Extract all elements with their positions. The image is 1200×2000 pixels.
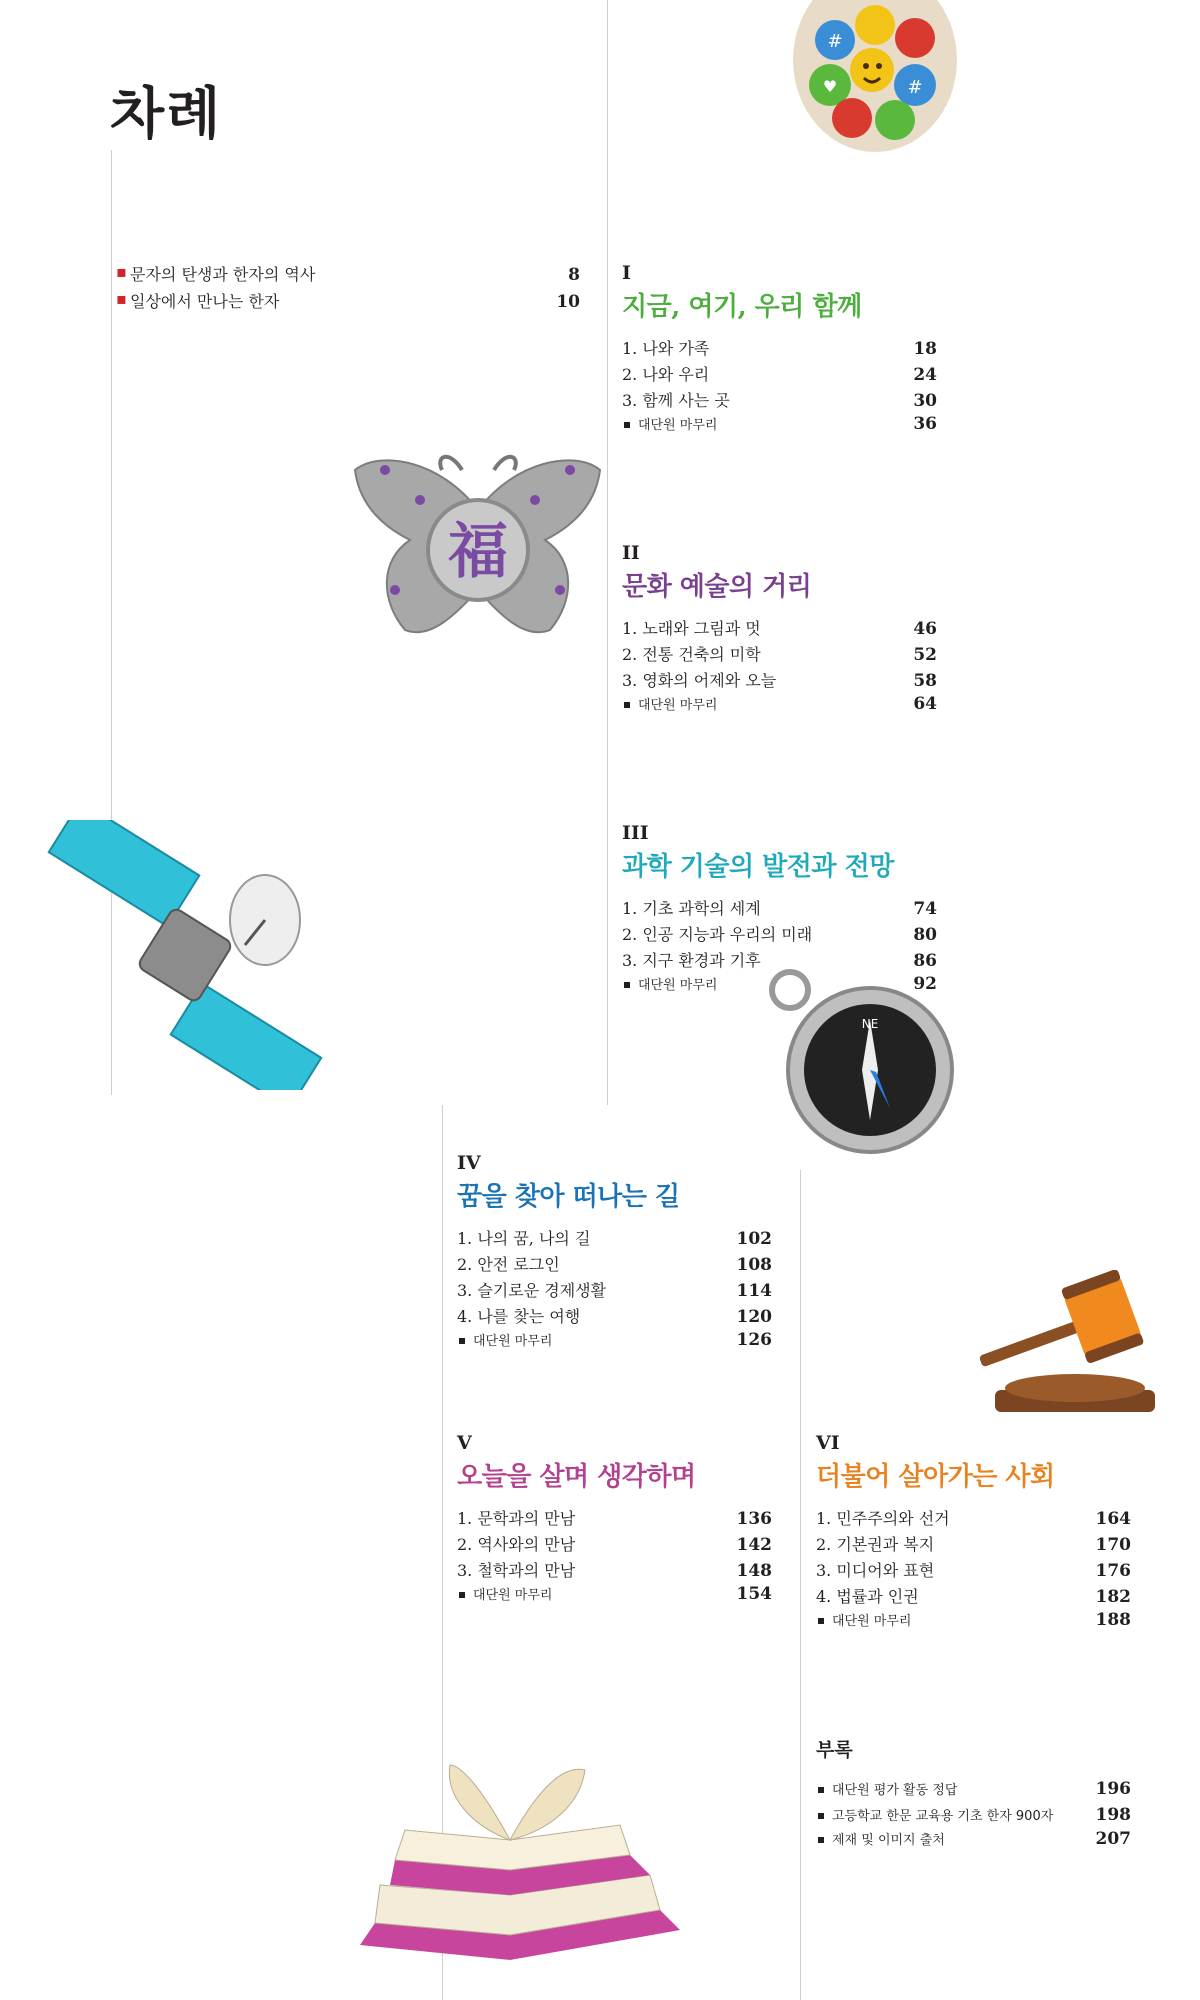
toc-item[interactable] [816, 1584, 1131, 1610]
toc-item[interactable] [622, 668, 937, 694]
appendix-item[interactable] [816, 1829, 1131, 1855]
toc-item[interactable] [457, 1252, 772, 1278]
appendix-item-page: 198 [1095, 1805, 1131, 1825]
square-bullet-icon [459, 1592, 465, 1598]
section-number: V [457, 1432, 472, 1454]
section-title[interactable]: 지금, 여기, 우리 함께 [622, 292, 862, 322]
svg-text:NE: NE [861, 1017, 879, 1031]
toc-item-page: 58 [913, 671, 937, 691]
toc-item-review[interactable] [457, 1330, 772, 1356]
section-number: III [622, 822, 649, 844]
toc-item-label: 대단원 마무리 [638, 978, 718, 993]
toc-item-page: 182 [1095, 1587, 1131, 1607]
toc-item-page: 36 [913, 414, 937, 434]
butterfly-ornament-icon [350, 440, 605, 670]
toc-item-page: 102 [736, 1229, 772, 1249]
square-bullet-icon [459, 1338, 465, 1344]
square-bullet-icon [818, 1813, 824, 1819]
page-title: 차례 [110, 81, 223, 147]
toc-item[interactable] [816, 1506, 1131, 1532]
square-bullet-icon [818, 1837, 824, 1843]
toc-item[interactable] [622, 388, 937, 414]
toc-item[interactable] [622, 642, 937, 668]
toc-item-label: 대단원 마무리 [473, 1588, 553, 1603]
appendix-item-page: 196 [1095, 1779, 1131, 1799]
section-title[interactable]: 문화 예술의 거리 [622, 572, 812, 602]
toc-item[interactable] [457, 1304, 772, 1330]
toc-item-page: 92 [913, 974, 937, 994]
appendix-item[interactable] [816, 1779, 1131, 1805]
toc-item-page: 114 [736, 1281, 772, 1301]
toc-item-page: 120 [736, 1307, 772, 1327]
section-title[interactable]: 오늘을 살며 생각하며 [457, 1462, 696, 1492]
appendix-title: 부록 [816, 1739, 853, 1761]
toc-item-label: 1. 민주주의와 선거 [816, 1509, 950, 1528]
toc-item[interactable] [622, 896, 937, 922]
section-2 [622, 542, 937, 720]
toc-item-label: 3. 슬기로운 경제생활 [457, 1281, 607, 1300]
toc-item[interactable] [457, 1558, 772, 1584]
intro-item[interactable] [116, 262, 580, 289]
section-number: IV [457, 1152, 481, 1174]
toc-item-label: 2. 인공 지능과 우리의 미래 [622, 925, 813, 944]
section-title[interactable]: 과학 기술의 발전과 전망 [622, 852, 894, 882]
toc-item-page: 126 [736, 1330, 772, 1350]
section-5 [457, 1432, 772, 1610]
svg-text:福: 福 [448, 517, 508, 587]
toc-item[interactable] [457, 1506, 772, 1532]
toc-item[interactable] [622, 362, 937, 388]
appendix-item[interactable] [816, 1805, 1131, 1829]
open-books-icon [350, 1745, 690, 1975]
square-bullet-icon [624, 702, 630, 708]
toc-item-label: 대단원 마무리 [832, 1614, 912, 1629]
toc-item-label: 1. 나의 꿈, 나의 길 [457, 1229, 591, 1248]
intro-item-label: 일상에서 만나는 한자 [130, 292, 280, 311]
appendix-item-page: 207 [1095, 1829, 1131, 1849]
toc-item-review[interactable] [816, 1610, 1131, 1636]
svg-text:#: # [907, 77, 923, 98]
toc-item-page: 154 [736, 1584, 772, 1604]
section-6 [816, 1432, 1131, 1636]
section-title[interactable]: 더불어 살아가는 사회 [816, 1462, 1055, 1492]
toc-item-page: 64 [913, 694, 937, 714]
toc-item[interactable] [457, 1532, 772, 1558]
square-bullet-icon [624, 422, 630, 428]
toc-item-page: 52 [913, 645, 937, 665]
toc-item[interactable] [816, 1532, 1131, 1558]
square-bullet-icon [818, 1787, 824, 1793]
toc-item-page: 24 [913, 365, 937, 385]
appendix-item-label: 제재 및 이미지 출처 [832, 1833, 945, 1848]
toc-item-page: 86 [913, 951, 937, 971]
toc-item-page: 142 [736, 1535, 772, 1555]
toc-item-page: 80 [913, 925, 937, 945]
intro-list [116, 262, 580, 316]
toc-item-page: 108 [736, 1255, 772, 1275]
intro-item-page: 10 [556, 292, 580, 312]
toc-item-review[interactable] [457, 1584, 772, 1610]
square-bullet-icon [818, 1618, 824, 1624]
toc-item-page: 148 [736, 1561, 772, 1581]
toc-item-page: 74 [913, 899, 937, 919]
toc-item-page: 170 [1095, 1535, 1131, 1555]
toc-item-label: 4. 나를 찾는 여행 [457, 1307, 581, 1326]
toc-item[interactable] [622, 922, 937, 948]
toc-item-label: 3. 미디어와 표현 [816, 1561, 935, 1580]
toc-item-label: 1. 노래와 그림과 멋 [622, 619, 761, 638]
toc-item-label: 2. 나와 우리 [622, 365, 710, 384]
svg-text:♥: ♥ [822, 77, 838, 96]
toc-item-label: 1. 기초 과학의 세계 [622, 899, 761, 918]
toc-item-label: 2. 안전 로그인 [457, 1255, 560, 1274]
section-number: II [622, 542, 640, 564]
toc-item-label: 2. 기본권과 복지 [816, 1535, 935, 1554]
emoji-balls-icon [790, 0, 960, 160]
toc-item-review[interactable] [622, 414, 937, 440]
toc-item-label: 3. 지구 환경과 기후 [622, 951, 761, 970]
toc-item-label: 3. 영화의 어제와 오늘 [622, 671, 777, 690]
toc-item-label: 대단원 마무리 [473, 1334, 553, 1349]
toc-item[interactable] [816, 1558, 1131, 1584]
toc-item-page: 46 [913, 619, 937, 639]
divider-lower-right [800, 1170, 801, 2000]
toc-item-review[interactable] [622, 694, 937, 720]
toc-item-label: 3. 함께 사는 곳 [622, 391, 730, 410]
section-1 [622, 262, 937, 440]
section-number: VI [816, 1432, 840, 1454]
toc-item-page: 176 [1095, 1561, 1131, 1581]
divider-center [607, 0, 608, 1105]
gavel-icon [965, 1270, 1165, 1430]
toc-item-label: 2. 역사와의 만남 [457, 1535, 576, 1554]
section-4 [457, 1152, 772, 1356]
toc-item-label: 1. 나와 가족 [622, 339, 710, 358]
toc-item[interactable] [457, 1278, 772, 1304]
toc-item[interactable] [622, 616, 937, 642]
toc-item-page: 30 [913, 391, 937, 411]
toc-item-label: 대단원 마무리 [638, 418, 718, 433]
compass-icon [760, 960, 960, 1160]
toc-item[interactable] [457, 1226, 772, 1252]
toc-item-label: 3. 철학과의 만남 [457, 1561, 576, 1580]
toc-item-label: 2. 전통 건축의 미학 [622, 645, 761, 664]
toc-item-label: 1. 문학과의 만남 [457, 1509, 576, 1528]
toc-item-page: 18 [913, 339, 937, 359]
intro-item[interactable] [116, 289, 580, 316]
toc-item-label: 대단원 마무리 [638, 698, 718, 713]
bullet-icon: ▪ [116, 262, 127, 281]
bullet-icon: ▪ [116, 289, 127, 308]
intro-item-label: 문자의 탄생과 한자의 역사 [130, 265, 316, 284]
intro-item-page: 8 [568, 265, 580, 285]
satellite-icon [20, 820, 350, 1090]
appendix-item-label: 대단원 평가 활동 정답 [832, 1783, 958, 1798]
toc-item[interactable] [622, 336, 937, 362]
toc-item-page: 164 [1095, 1509, 1131, 1529]
appendix-item-label: 고등학교 한문 교육용 기초 한자 900자 [832, 1809, 1054, 1824]
toc-item-page: 136 [736, 1509, 772, 1529]
svg-text:#: # [827, 31, 843, 52]
toc-item-label: 4. 법률과 인권 [816, 1587, 919, 1606]
section-title[interactable]: 꿈을 찾아 떠나는 길 [457, 1182, 680, 1212]
toc-item-page: 188 [1095, 1610, 1131, 1630]
appendix [816, 1735, 1131, 1855]
section-number: I [622, 262, 631, 284]
square-bullet-icon [624, 982, 630, 988]
